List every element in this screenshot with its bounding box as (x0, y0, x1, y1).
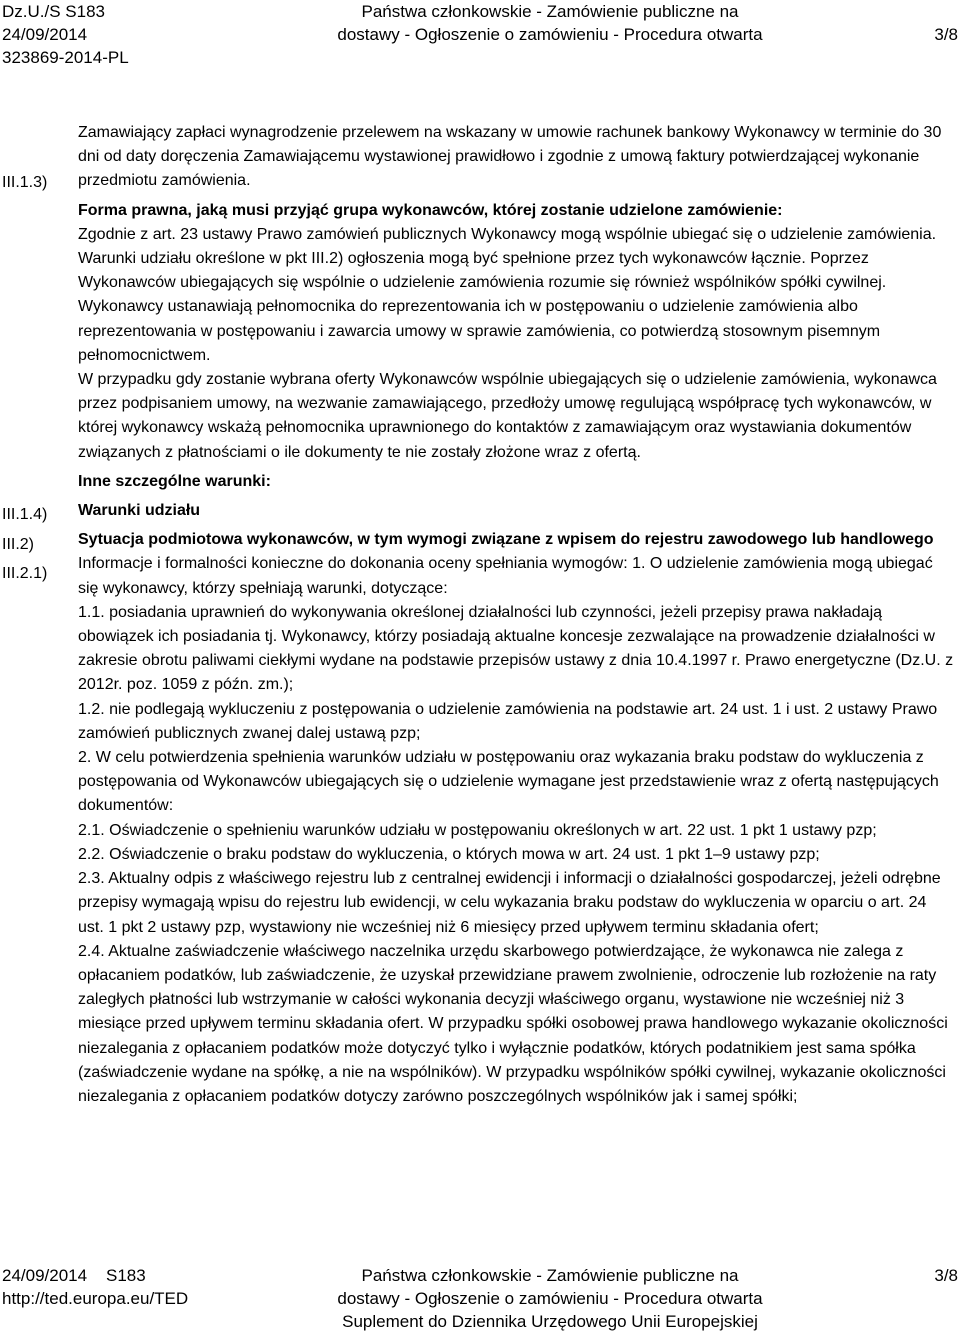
header-page-number: 3/8 (934, 25, 958, 44)
footer-left (2, 1264, 188, 1310)
page-header (0, 0, 960, 70)
legal-form-heading: Forma prawna, jaką musi przyjąć grupa wykonawców, której zostanie udzielone zamówienie: (78, 201, 783, 219)
section-number-iii-1-4: III.1.4) (2, 506, 48, 523)
document-2-3: 2.3. Aktualny odpis z właściwego rejestru lub z centralnej ewidencji i informacji o działalności gospodarczej, jeżeli odrębne przepisy wymagają wpisu do rejestru lub ewidencji, w celu wykazania braku podstaw do wykluczenia w oparciu o art. 24 ust. 1 pkt 2 ustawy pzp, wystawiony nie wcześniej niż 6 miesięcy przed upływem terminu składania ofert; (78, 870, 941, 936)
section-number-iii-1-3: III.1.3) (2, 174, 48, 191)
participation-conditions-heading: Warunki udziału (78, 502, 201, 520)
section-number-iii-2-1: III.2.1) (2, 565, 48, 582)
header-title (240, 0, 860, 46)
page-footer (0, 1264, 960, 1334)
requirements-intro: Informacje i formalności konieczne do dokonania oceny spełniania wymogów: 1. O udzielenie zamówienia mogą ubiegać się wykonawcy, którzy spełniają warunki, dotyczące: (78, 555, 933, 597)
journal-ref: Dz.U./S S183 (2, 2, 105, 21)
footer-url: http://ted.europa.eu/TED (2, 1289, 189, 1308)
document-2-4: 2.4. Aktualne zaświadczenie właściwego naczelnika urzędu skarbowego potwierdzające, że wykonawca nie zalega z opłacaniem podatków, lub zaświadczenie, że uzyskał przewidziane prawem zwolnienie, odroczenie lub rozłożenie na raty zaległych płatności lub wstrzymanie w całości wykonania decyzji właściwego organu, wystawione nie wcześniej niż 3 miesiące przed upływem terminu składania ofert. W przypadku spółki osobowej prawa handlowego wykazanie okoliczności niezalegania z opłacaniem podatków może dotyczyć tylko i wyłącznie podatków, których podatnikiem jest sama spółka (zaświadczenie wydane na spółkę, a nie na wspólników). W przypadku wspólników spółki cywilnej, wykazanie okoliczności niezalegania z opłacaniem podatków dotyczy zarówno poszczególnych wspólników jak i samej spółki; (78, 942, 948, 1105)
documents-intro: 2. W celu potwierdzenia spełnienia warunków udziału w postępowaniu oraz wykazania braku podstaw do wykluczenia z postępowania od Wykonawców ubiegających się o udzielenie wymagane jest przedstawienie wraz z ofertą następujących dokumentów: (78, 749, 939, 815)
document-body (78, 121, 954, 1109)
footer-title (240, 1264, 860, 1333)
requirement-1-1: 1.1. posiadania uprawnień do wykonywania określonej działalności lub czynności, jeżeli przepisy prawa nakładają obowiązek ich posiadania tj. Wykonawcy, którzy posiadają aktualne koncesje zezwalające na prowadzenie działalności w zakresie obrotu paliwami ciekłymi wydane na podstawie przepisów ustawy z dnia 10.4.1997 r. Prawo energetyczne (Dz.U. z 2012r. poz. 1059 z późn. zm.); (78, 603, 954, 694)
document-2-1: 2.1. Oświadczenie o spełnieniu warunków udziału w postępowaniu określonych w art. 22 ust. 1 pkt 1 ustawy pzp; (78, 821, 877, 839)
document-2-2: 2.2. Oświadczenie o braku podstaw do wykluczenia, o których mowa w art. 24 ust. 1 pkt 1–9 ustawy pzp; (78, 845, 820, 863)
personal-situation-heading: Sytuacja podmiotowa wykonawców, w tym wymogi związane z wpisem do rejestru zawodowego lub handlowego (78, 531, 934, 549)
payment-terms-text: Zamawiający zapłaci wynagrodzenie przelewem na wskazany w umowie rachunek bankowy Wykonawcy w terminie do 30 dni od daty doręczenia Zamawiającemu wystawionej prawidłowo i zgodnie z umową faktury potwierdzającej wykonanie przedmiotu zamówienia. (78, 124, 942, 190)
other-conditions-heading: Inne szczególne warunki: (78, 472, 271, 490)
footer-supplement: Suplement do Dziennika Urzędowego Unii Europejskiej (342, 1312, 758, 1331)
header-date: 24/09/2014 (2, 25, 88, 44)
consortium-agreement-text: W przypadku gdy zostanie wybrana oferty Wykonawców wspólnie ubiegających się o udzielenie zamówienia, wykonawca przez podpisaniem umowy, na wezwanie zamawiającego, przedłoży umowę regulującą współpracę tych wykonawców, w której wykonawcy wskażą pełnomocnika uprawnionego do kontaktów z zamawiającym oraz wystawiania dokumentów związanych z płatnościami o ile dokumenty te nie zostały złożone wraz z ofertą. (78, 371, 937, 461)
footer-date-issue: 24/09/2014 S183 (2, 1266, 146, 1285)
header-title-line2: dostawy - Ogłoszenie o zamówieniu - Procedura otwarta (337, 25, 763, 44)
header-title-line1: Państwa członkowskie - Zamówienie publiczne na (361, 2, 739, 21)
footer-title-line2: dostawy - Ogłoszenie o zamówieniu - Procedura otwarta (337, 1289, 763, 1308)
header-left (2, 0, 129, 69)
notice-number: 323869-2014-PL (2, 48, 129, 67)
footer-title-line1: Państwa członkowskie - Zamówienie publiczne na (361, 1266, 739, 1285)
requirement-1-2: 1.2. nie podlegają wykluczeniu z postępowania o udzielenie zamówienia na podstawie art. 24 ust. 1 i ust. 2 ustawy Prawo zamówień publicznych zwanej dalej ustawą pzp; (78, 700, 938, 742)
footer-page-number: 3/8 (934, 1266, 958, 1285)
legal-form-text: Zgodnie z art. 23 ustawy Prawo zamówień publicznych Wykonawcy mogą wspólnie ubiegać się o udzielenie zamówienia. Warunki udziału określone w pkt III.2) ogłoszenia mogą być spełnione przez tych wykonawców łącznie. Poprzez Wykonawców ubiegających się wspólnie o udzielenie zamówienia rozumie się również wspólników spółki cywilnej. Wykonawcy ustanawiają pełnomocnika do reprezentowania ich w postępowaniu o udzielenie zamówienia albo reprezentowania w postępowaniu i zawarcia umowy w sprawie zamówienia, co potwierdzą stosownym pisemnym pełnomocnictwem. (78, 225, 937, 364)
section-number-iii-2: III.2) (2, 536, 35, 553)
